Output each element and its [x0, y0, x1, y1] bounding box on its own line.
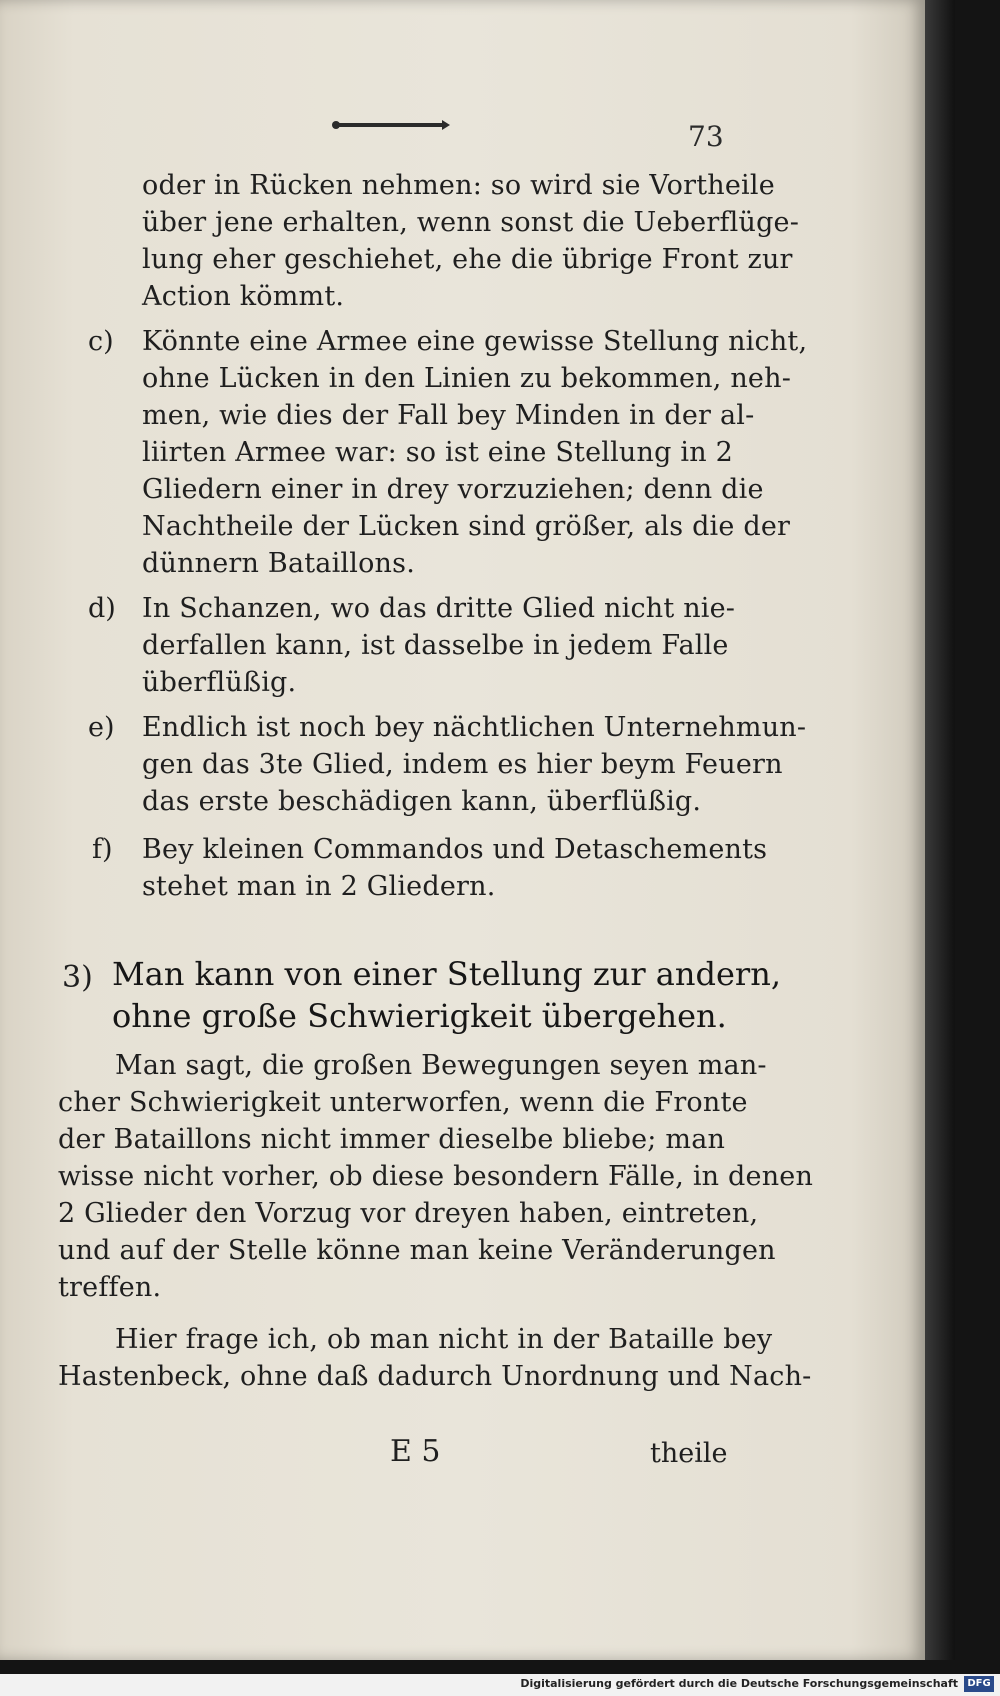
text-line: dünnern Bataillons.: [142, 548, 415, 579]
section-heading: Man kann von einer Stellung zur andern,: [112, 955, 781, 993]
item-label-e: e): [88, 712, 115, 743]
section-number: 3): [62, 960, 93, 995]
text-line: über jene erhalten, wenn sonst die Ueberflüge-: [142, 207, 800, 238]
item-label-c: c): [88, 326, 114, 357]
text-line: stehet man in 2 Gliedern.: [142, 871, 496, 902]
text-line: Bey kleinen Commandos und Detaschements: [142, 834, 768, 865]
text-line: Könnte eine Armee eine gewisse Stellung nicht,: [142, 326, 808, 357]
text-line: In Schanzen, wo das dritte Glied nicht nie-: [142, 593, 736, 624]
text-line: derfallen kann, ist dasselbe in jedem Falle: [142, 630, 729, 661]
text-line: lung eher geschiehet, ehe die übrige Front zur: [142, 244, 793, 275]
header-ornament-icon: [330, 118, 450, 132]
text-line: der Bataillons nicht immer dieselbe bliebe; man: [58, 1124, 726, 1155]
text-line: 2 Glieder den Vorzug vor dreyen haben, eintreten,: [58, 1198, 759, 1229]
text-line: Action kömmt.: [142, 281, 345, 312]
text-line: Endlich ist noch bey nächtlichen Unternehmun-: [142, 712, 807, 743]
text-line: Hastenbeck, ohne daß dadurch Unordnung und Nach-: [58, 1361, 812, 1392]
item-label-d: d): [88, 593, 116, 624]
text-line: treffen.: [58, 1272, 162, 1303]
text-line: men, wie dies der Fall bey Minden in der al-: [142, 400, 755, 431]
page-edge-shadow: [925, 0, 955, 1660]
text-line: das erste beschädigen kann, überflüßig.: [142, 786, 702, 817]
text-line: ohne Lücken in den Linien zu bekommen, neh-: [142, 363, 792, 394]
text-line: und auf der Stelle könne man keine Veränderungen: [58, 1235, 776, 1266]
text-line: Gliedern einer in drey vorzuziehen; denn die: [142, 474, 764, 505]
catchword: theile: [650, 1438, 728, 1469]
text-line: Hier frage ich, ob man nicht in der Bataille bey: [115, 1324, 773, 1355]
text-line: gen das 3te Glied, indem es hier beym Feuern: [142, 749, 783, 780]
item-label-f: f): [92, 834, 113, 865]
text-line: liirten Armee war: so ist eine Stellung in 2: [142, 437, 733, 468]
text-line: überflüßig.: [142, 667, 297, 698]
text-line: cher Schwierigkeit unterworfen, wenn die Fronte: [58, 1087, 748, 1118]
page-number: 73: [688, 120, 724, 153]
signature-mark: E 5: [390, 1434, 441, 1469]
text-line: oder in Rücken nehmen: so wird sie Vortheile: [142, 170, 775, 201]
text-line: Man sagt, die großen Bewegungen seyen man-: [115, 1050, 767, 1081]
text-line: Nachtheile der Lücken sind größer, als die der: [142, 511, 791, 542]
section-heading: ohne große Schwierigkeit übergehen.: [112, 997, 727, 1035]
credit-text: Digitalisierung gefördert durch die Deutsche Forschungsgemeinschaft: [520, 1677, 958, 1690]
dfg-logo-icon: DFG: [964, 1676, 994, 1692]
text-line: wisse nicht vorher, ob diese besondern Fälle, in denen: [58, 1161, 814, 1192]
